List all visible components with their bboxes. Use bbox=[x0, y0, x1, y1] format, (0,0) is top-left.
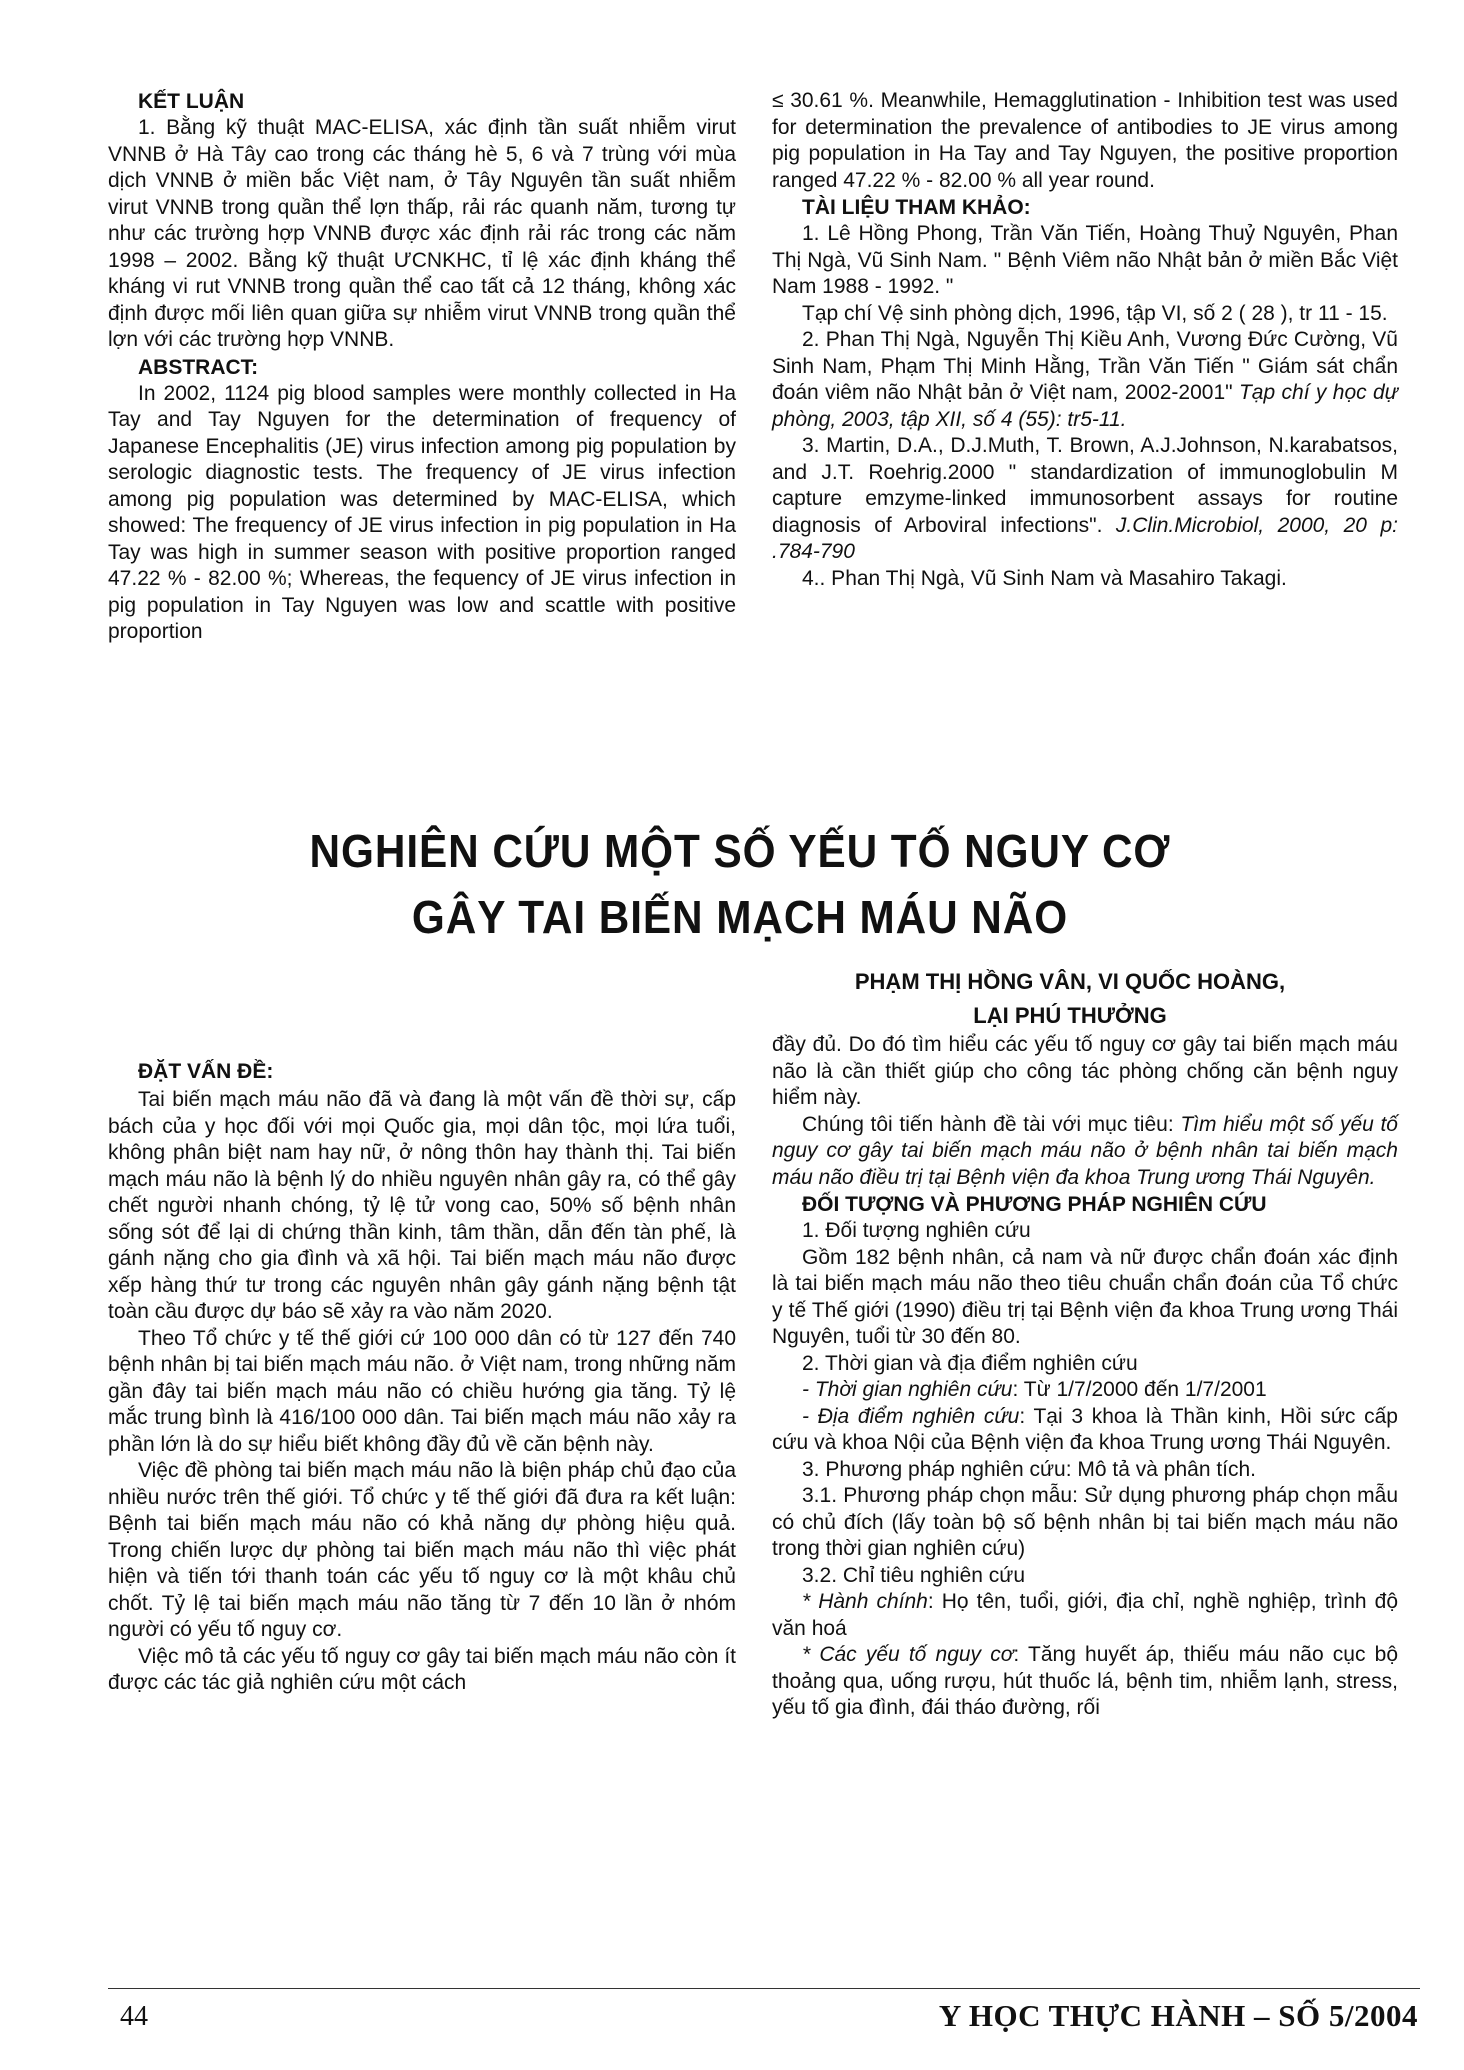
authors-line-1: PHẠM THỊ HỒNG VÂN, VI QUỐC HOÀNG, bbox=[854, 969, 1286, 994]
paragraph-intro-1: Tai biến mạch máu não đã và đang là một vấn đề thời sự, cấp bách của y học đối với mọi Quốc gia, mọi dân tộc, mọi lứa tuổi, không phân biệt nam hay nữ, ở nông thôn hay thành thị. Tai biến mạch máu não là bệnh lý do nhiều nguyên nhân gây ra, có thể gây chết người nhanh chóng, tỷ lệ tử vong cao, 50% số bệnh nhân sống sót để lại di chứng thần kinh, tâm thần, dẫn đến tàn phế, là gánh nặng cho gia đình và xã hội. Tai biến mạch máu não được xếp hàng thứ tư trong các nguyên nhân gây gánh nặng bệnh tật toàn cầu được dự báo sẽ xảy ra vào năm 2020. bbox=[108, 1088, 736, 1323]
paragraph-intro-4: Việc mô tả các yếu tố nguy cơ gây tai biến mạch máu não còn ít được các tác giả nghiên cứu một cách bbox=[108, 1644, 736, 1694]
paragraph-ket-luan: 1. Bằng kỹ thuật MAC-ELISA, xác định tần suất nhiễm virut VNNB ở Hà Tây cao trong các tháng hè 5, 6 và 7 trùng với mùa dịch VNNB ở miền bắc Việt nam, ở Tây Nguyên tần suất nhiễm virut VNNB trong quần thể lợn thấp, rải rác quanh năm, tương tự như các trường hợp VNNB được xác định rải rác trong các năm 1998 – 2002. Bằng kỹ thuật ƯCNKHC, tỉ lệ xác định kháng thể kháng vi rut VNNB trong quần thể cao tất cả 12 tháng, không xác định được mối liên quan giữa sự nhiễm virut VNNB trong quần thể lợn với các trường hợp VNNB. bbox=[108, 116, 736, 351]
section-heading-references: TÀI LIỆU THAM KHẢO: bbox=[802, 196, 1031, 219]
reference-4: 4.. Phan Thị Ngà, Vũ Sinh Nam và Masahiro Takagi. bbox=[802, 566, 1287, 590]
study-place-label: - Địa điểm nghiên cứu bbox=[802, 1404, 1020, 1428]
reference-2-main: 2. Phan Thị Ngà, Nguyễn Thị Kiều Anh, Vương Đức Cường, Vũ Sinh Nam, Phạm Thị Minh Hằng, Trần Văn Tiến " Giám sát chẩn đoán viêm não Nhật bản ở Việt nam, 2002-2001" bbox=[772, 328, 1398, 404]
page-number: 44 bbox=[120, 2001, 148, 2032]
subsection-1-title: 1. Đối tượng nghiên cứu bbox=[802, 1219, 1031, 1242]
study-time-label: - Thời gian nghiên cứu bbox=[802, 1378, 1013, 1401]
subsection-2-title: 2. Thời gian và địa điểm nghiên cứu bbox=[802, 1351, 1138, 1375]
study-place-value: : Tại 3 khoa là Thần kinh, Hồi sức cấp cứu và khoa Nội của Bệnh viện đa khoa Trung ương Thái Nguyên. bbox=[772, 1404, 1398, 1454]
column-bottom-left bbox=[108, 1058, 736, 1697]
admin-criteria bbox=[772, 1589, 1398, 1642]
study-time bbox=[772, 1377, 1398, 1404]
footer-rule bbox=[108, 1988, 1420, 1989]
subsection-3-1: 3.1. Phương pháp chọn mẫu: Sử dụng phương pháp chọn mẫu có chủ đích (lấy toàn bộ số bệnh nhân bị tai biến mạch máu não trong thời gian nghiên cứu) bbox=[772, 1484, 1398, 1560]
journal-name: Y HỌC THỰC HÀNH – SỐ 5/2004 bbox=[938, 1998, 1418, 2033]
reference-1-source: Tạp chí Vệ sinh phòng dịch, 1996, tập VI, số 2 ( 28 ), tr 11 - 15. bbox=[802, 301, 1388, 325]
paragraph-abstract: In 2002, 1124 pig blood samples were monthly collected in Ha Tay and Tay Nguyen for the determination of frequency of Japanese Encephalitis (JE) virus infection among pig population by serologic diagnostic tests. The frequency of JE virus infection among pig population was determined by MAC-ELISA, which showed: The frequency of JE virus infection in pig population in Ha Tay was high in summer season with positive proportion ranged 47.22 % - 82.00 %; Whereas, the fequency of JE virus infection in pig population in Tay Nguyen was low and scattle with positive proportion bbox=[108, 381, 736, 643]
section-heading-ket-luan: KẾT LUẬN bbox=[138, 90, 245, 113]
risk-factors-value: : Tăng huyết áp, thiếu máu não cục bộ thoảng qua, uống rượu, hút thuốc lá, bệnh tim, nhiễm lạnh, stress, yếu tố gia đình, đái tháo đường, rối bbox=[772, 1643, 1398, 1719]
reference-3 bbox=[772, 433, 1398, 566]
risk-factors-label: * Các yếu tố nguy cơ bbox=[802, 1643, 1014, 1666]
reference-1: 1. Lê Hồng Phong, Trần Văn Tiến, Hoàng Thuỷ Nguyên, Phan Thị Ngà, Vũ Sinh Nam. " Bệnh Viêm não Nhật bản ở miền Bắc Việt Nam 1988 - 1992. " bbox=[772, 222, 1398, 298]
column-bottom-right bbox=[772, 1032, 1398, 1722]
section-heading-abstract: ABSTRACT: bbox=[138, 355, 259, 379]
subsection-3-title: 3. Phương pháp nghiên cứu: Mô tả và phân tích. bbox=[802, 1457, 1257, 1481]
paragraph-intro-continued: đầy đủ. Do đó tìm hiểu các yếu tố nguy cơ gây tai biến mạch máu não là cần thiết giúp cho công tác phòng chống căn bệnh nguy hiểm này. bbox=[772, 1033, 1398, 1109]
authors-line-2: LẠI PHÚ THƯỞNG bbox=[973, 1003, 1167, 1028]
paragraph-intro-3: Việc đề phòng tai biến mạch máu não là biện pháp chủ đạo của nhiều nước trên thế giới. Tổ chức y tế thế giới đã đưa ra kết luận: Bệnh tai biến mạch máu não có khả năng dự phòng hiệu quả. Trong chiến lược dự phòng tai biến mạch máu não thì việc phát hiện và tiến tới thanh toán các yếu tố nguy cơ là một khâu chủ chốt. Tỷ lệ tai biến mạch máu não tăng từ 7 đến 10 lần ở nhóm người có yếu tố nguy cơ. bbox=[108, 1459, 736, 1641]
article-title bbox=[280, 818, 1200, 950]
reference-3-main: 3. Martin, D.A., D.J.Muth, T. Brown, A.J.Johnson, N.karabatsos, and J.T. Roehrig.2000 " standardization of immunoglobulin M capture emzyme-linked immunosorbent assays for routine diagnosis of Arboviral infections". bbox=[772, 434, 1398, 537]
study-time-value: : Từ 1/7/2000 đến 1/7/2001 bbox=[1012, 1378, 1267, 1401]
paragraph-abstract-continued: ≤ 30.61 %. Meanwhile, Hemagglutination - Inhibition test was used for determination the prevalence of antibodies to JE virus among pig population in Ha Tay and Tay Nguyen, the positive proportion ranged 47.22 % - 82.00 % all year round. bbox=[772, 89, 1398, 192]
article-authors bbox=[770, 965, 1370, 1033]
subsection-3-2: 3.2. Chỉ tiêu nghiên cứu bbox=[802, 1563, 1026, 1587]
paragraph-intro-2: Theo Tổ chức y tế thế giới cứ 100 000 dân có từ 127 đến 740 bệnh nhân bị tai biến mạch máu não. ở Việt nam, trong những năm gần đây tai biến mạch máu não có chiều hướng gia tăng. Tỷ lệ mắc trung bình là 416/100 000 dân. Tai biến mạch máu não xảy ra phần lớn là do sự hiểu biết không đầy đủ về căn bệnh này. bbox=[108, 1326, 736, 1456]
reference-3-source: J.Clin.Microbiol, 2000, 20 p: .784-790 bbox=[772, 513, 1398, 563]
paragraph-objective bbox=[772, 1112, 1398, 1192]
column-top-right bbox=[772, 88, 1398, 592]
objective-lead: Chúng tôi tiến hành đề tài với mục tiêu: bbox=[802, 1112, 1181, 1136]
risk-factors bbox=[772, 1642, 1398, 1722]
subsection-1-text: Gồm 182 bệnh nhân, cả nam và nữ được chẩn đoán xác định là tai biến mạch máu não theo tiêu chuẩn chẩn đoán của Tổ chức y tế Thế giới (1990) điều trị tại Bệnh viện đa khoa Trung ương Thái Nguyên, tuổi từ 30 đến 80. bbox=[772, 1245, 1398, 1348]
admin-criteria-label: * Hành chính bbox=[802, 1590, 928, 1613]
article-title-line-2: GÂY TAI BIẾN MẠCH MÁU NÃO bbox=[411, 891, 1069, 943]
section-heading-methods: ĐỐI TƯỢNG VÀ PHƯƠNG PHÁP NGHIÊN CỨU bbox=[802, 1193, 1267, 1216]
column-top-left bbox=[108, 88, 736, 646]
section-heading-dat-van-de: ĐẶT VẤN ĐỀ: bbox=[138, 1060, 274, 1083]
reference-2 bbox=[772, 327, 1398, 433]
study-place bbox=[772, 1404, 1398, 1457]
objective-text: Tìm hiểu một số yếu tố nguy cơ gây tai biến mạch máu não ở bệnh nhân tai biến mạch máu não điều trị tại Bệnh viện đa khoa Trung ương Thái Nguyên. bbox=[772, 1112, 1398, 1189]
admin-criteria-value: : Họ tên, tuổi, giới, địa chỉ, nghề nghiệp, trình độ văn hoá bbox=[772, 1590, 1398, 1640]
reference-2-source: Tạp chí y học dự phòng, 2003, tập XII, số 4 (55): tr5-11. bbox=[772, 381, 1398, 431]
article-title-line-1: NGHIÊN CỨU MỘT SỐ YẾU TỐ NGUY CƠ bbox=[309, 825, 1171, 877]
